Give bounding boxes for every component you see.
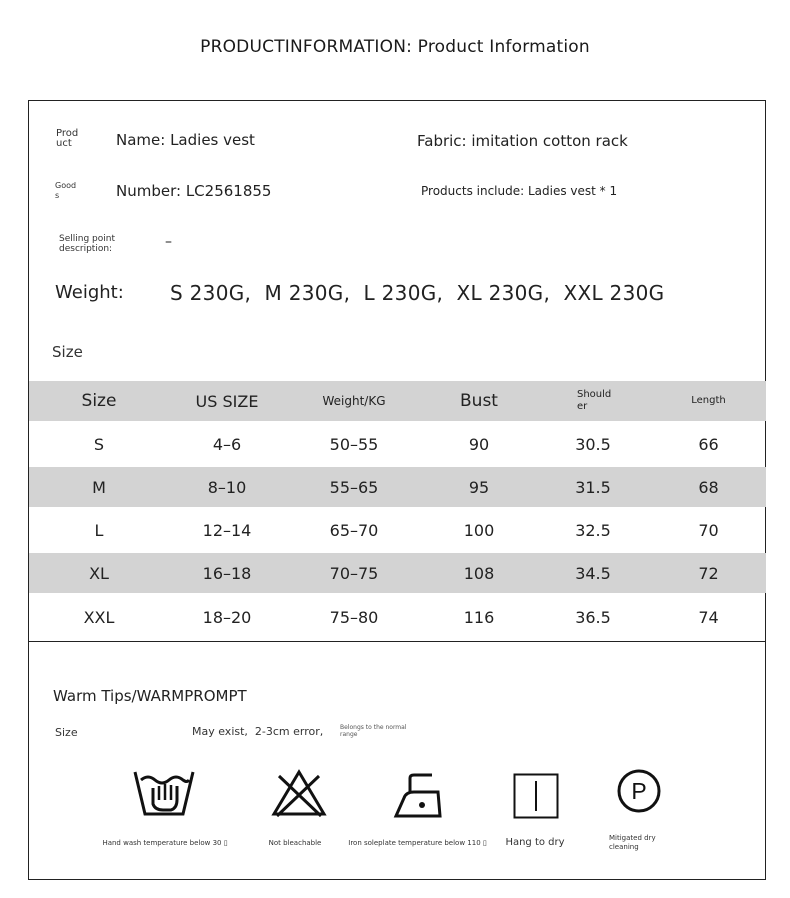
size-table xyxy=(29,381,766,641)
not-bleachable-caption: Not bleachable xyxy=(268,839,322,847)
cell: 116 xyxy=(463,607,495,627)
header-us-size: US SIZE xyxy=(169,381,285,421)
cell: 55–65 xyxy=(285,467,423,507)
table-row xyxy=(29,553,766,593)
cell: 32.5 xyxy=(575,520,611,540)
cell: 30.5 xyxy=(575,434,611,454)
header-length: Length xyxy=(651,381,766,421)
hang-dry-icon xyxy=(513,773,559,823)
dry-clean-caption: Mitigated dry cleaning xyxy=(609,834,656,851)
dry-clean-icon xyxy=(616,768,662,818)
cell: 72 xyxy=(651,553,766,593)
selling-point-value: – xyxy=(165,234,172,250)
product-label: Prod uct xyxy=(56,128,79,149)
product-fabric: Fabric: imitation cotton rack xyxy=(417,132,628,150)
cell: 70–75 xyxy=(285,553,423,593)
weight-values: S 230G, M 230G, L 230G, XL 230G, XXL 230G xyxy=(170,281,665,305)
hand-wash-icon xyxy=(133,768,195,824)
cell: 108 xyxy=(423,553,535,593)
header-size: Size xyxy=(29,381,169,421)
cell: 8–10 xyxy=(169,467,285,507)
table-row xyxy=(29,593,766,641)
cell: XXL xyxy=(83,607,115,627)
table-row xyxy=(29,421,766,467)
svg-text:P: P xyxy=(631,778,647,804)
table-row xyxy=(29,507,766,553)
not-bleachable-icon xyxy=(271,768,327,822)
table-header-row xyxy=(29,381,766,421)
page-title: PRODUCTINFORMATION: Product Information xyxy=(200,37,590,57)
cell: 31.5 xyxy=(535,467,651,507)
selling-point-label: Selling point description: xyxy=(59,234,115,254)
cell: 68 xyxy=(651,467,766,507)
cell: S xyxy=(93,434,105,454)
table-row xyxy=(29,467,766,507)
tips-size-label: Size xyxy=(55,726,78,739)
cell: 70 xyxy=(698,520,719,540)
weight-label: Weight: xyxy=(55,282,124,303)
iron-icon xyxy=(392,772,444,822)
cell: 75–80 xyxy=(329,607,379,627)
products-include: Products include: Ladies vest * 1 xyxy=(421,184,618,198)
cell: 74 xyxy=(698,607,719,627)
warm-tips-heading: Warm Tips/WARMPROMPT xyxy=(53,687,247,705)
hang-dry-caption: Hang to dry xyxy=(505,837,565,848)
header-shoulder: Should er xyxy=(535,381,651,421)
cell: 90 xyxy=(468,434,490,454)
cell: 18–20 xyxy=(202,607,252,627)
cell: 36.5 xyxy=(575,607,611,627)
goods-label: Good s xyxy=(55,181,77,200)
cell: 50–55 xyxy=(329,434,379,454)
product-name: Name: Ladies vest xyxy=(116,131,255,149)
product-number: Number: LC2561855 xyxy=(116,182,272,200)
header-weight: Weight/KG xyxy=(285,381,423,421)
cell: 34.5 xyxy=(535,553,651,593)
cell: 66 xyxy=(698,434,719,454)
cell: 95 xyxy=(423,467,535,507)
size-heading: Size xyxy=(52,343,83,361)
cell: 12–14 xyxy=(202,520,252,540)
tips-error-text: May exist, 2-3cm error, xyxy=(192,725,324,738)
section-divider xyxy=(28,641,766,642)
tips-normal-range: Belongs to the normal range xyxy=(340,724,407,738)
cell: 100 xyxy=(463,520,495,540)
cell: L xyxy=(94,520,104,540)
cell: 65–70 xyxy=(329,520,379,540)
cell: 4–6 xyxy=(212,434,242,454)
iron-caption: Iron soleplate temperature below 110 ▯ xyxy=(348,839,487,847)
cell: XL xyxy=(29,553,169,593)
cell: M xyxy=(29,467,169,507)
header-bust: Bust xyxy=(423,381,535,421)
hand-wash-caption: Hand wash temperature below 30 ▯ xyxy=(102,839,228,847)
cell: 16–18 xyxy=(169,553,285,593)
